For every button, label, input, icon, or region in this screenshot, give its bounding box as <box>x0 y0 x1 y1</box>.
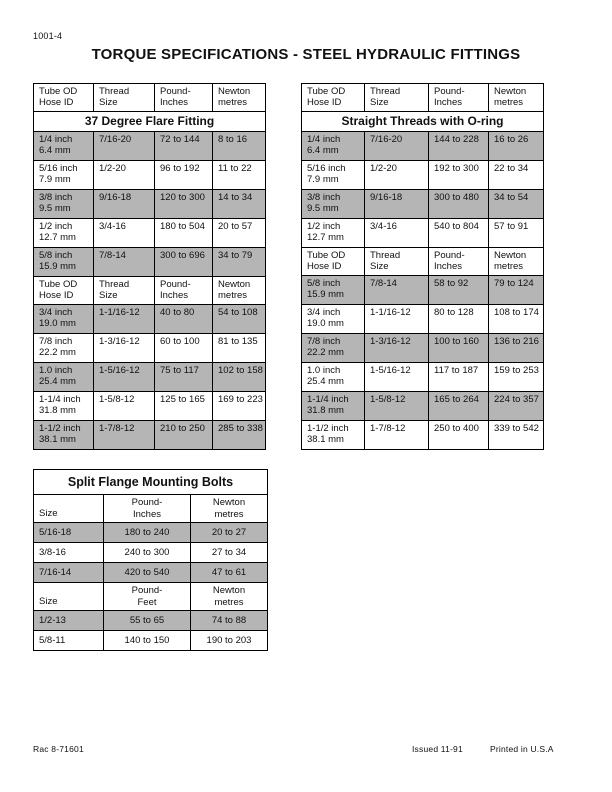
column-header: Newton metres <box>489 248 544 276</box>
table-cell: 120 to 300 <box>155 190 213 219</box>
table-cell: 7/8-14 <box>365 276 429 305</box>
table-cell: 5/16 inch 7.9 mm <box>302 161 365 190</box>
table-cell: 72 to 144 <box>155 132 213 161</box>
column-header: Newton metres <box>213 84 266 112</box>
column-header: Tube OD Hose ID <box>302 84 365 112</box>
table-cell: 1-5/8-12 <box>365 392 429 421</box>
table-cell: 1/2 inch 12.7 mm <box>34 219 94 248</box>
table-cell: 1.0 inch 25.4 mm <box>302 363 365 392</box>
table-cell: 180 to 240 <box>104 523 191 543</box>
table-row <box>302 392 544 421</box>
table-cell: 22 to 34 <box>489 161 544 190</box>
table-cell: 250 to 400 <box>429 421 489 450</box>
table-cell: 102 to 158 <box>213 363 266 392</box>
table-cell: 5/16 inch 7.9 mm <box>34 161 94 190</box>
column-header: Pound- Feet <box>104 583 191 611</box>
table-cell: 16 to 26 <box>489 132 544 161</box>
table-row <box>302 219 544 248</box>
footer-document-code: Rac 8-71601 <box>33 744 84 754</box>
table-cell: 40 to 80 <box>155 305 213 334</box>
table-row <box>302 161 544 190</box>
table-cell: 81 to 135 <box>213 334 266 363</box>
table-cell: 339 to 542 <box>489 421 544 450</box>
table-cell: 420 to 540 <box>104 563 191 583</box>
table-row <box>34 421 266 450</box>
table-cell: 1/4 inch 6.4 mm <box>302 132 365 161</box>
table-row <box>34 392 266 421</box>
table-cell: 108 to 174 <box>489 305 544 334</box>
column-header: Newton metres <box>213 277 266 305</box>
table-cell: 3/4-16 <box>365 219 429 248</box>
table-cell: 1-7/8-12 <box>94 421 155 450</box>
table-cell: 540 to 804 <box>429 219 489 248</box>
table-cell: 20 to 27 <box>191 523 268 543</box>
table-cell: 7/8-14 <box>94 248 155 277</box>
table-cell: 60 to 100 <box>155 334 213 363</box>
table-cell: 1-5/16-12 <box>94 363 155 392</box>
page-title: TORQUE SPECIFICATIONS - STEEL HYDRAULIC FITTINGS <box>91 46 521 63</box>
table-row <box>302 190 544 219</box>
table-cell: 125 to 165 <box>155 392 213 421</box>
page-number: 1001-4 <box>33 31 63 41</box>
table-cell: 20 to 57 <box>213 219 266 248</box>
table-row <box>34 132 266 161</box>
table-cell: 240 to 300 <box>104 543 191 563</box>
table-cell: 1/2-20 <box>94 161 155 190</box>
table-cell: 1-7/8-12 <box>365 421 429 450</box>
table-cell: 1-5/8-12 <box>94 392 155 421</box>
column-header: Pound- Inches <box>104 495 191 523</box>
table-cell: 7/16-20 <box>365 132 429 161</box>
table-cell: 169 to 223 <box>213 392 266 421</box>
table-row <box>34 334 266 363</box>
table-cell: 144 to 228 <box>429 132 489 161</box>
table-cell: 1-1/4 inch 31.8 mm <box>34 392 94 421</box>
column-header-row <box>302 248 544 276</box>
column-header-row <box>34 495 268 523</box>
table-37-degree-flare-fitting <box>33 83 266 450</box>
column-header-row <box>34 277 266 305</box>
table-row <box>34 563 268 583</box>
column-header: Thread Size <box>365 84 429 112</box>
section-title-row <box>34 112 266 132</box>
table-row <box>34 631 268 651</box>
table-row <box>34 543 268 563</box>
table-row <box>34 219 266 248</box>
column-header: Pound- Inches <box>429 84 489 112</box>
table-cell: 300 to 696 <box>155 248 213 277</box>
section-title: Straight Threads with O-ring <box>302 112 544 132</box>
table-cell: 180 to 504 <box>155 219 213 248</box>
column-header-row <box>302 84 544 112</box>
table-cell: 1/2-20 <box>365 161 429 190</box>
table-cell: 9/16-18 <box>94 190 155 219</box>
table-cell: 55 to 65 <box>104 611 191 631</box>
table-cell: 47 to 61 <box>191 563 268 583</box>
table-cell: 192 to 300 <box>429 161 489 190</box>
table-cell: 79 to 124 <box>489 276 544 305</box>
table-cell: 58 to 92 <box>429 276 489 305</box>
column-header: Thread Size <box>365 248 429 276</box>
table-cell: 9/16-18 <box>365 190 429 219</box>
column-header: Size <box>34 583 104 611</box>
table-cell: 3/4-16 <box>94 219 155 248</box>
table-cell: 5/16-18 <box>34 523 104 543</box>
table-row <box>34 523 268 543</box>
table-straight-threads-with-o-ring <box>301 83 544 450</box>
table-cell: 75 to 117 <box>155 363 213 392</box>
table-cell: 3/8 inch 9.5 mm <box>302 190 365 219</box>
table-row <box>34 190 266 219</box>
table-row <box>302 305 544 334</box>
table-cell: 1-3/16-12 <box>365 334 429 363</box>
table-row <box>34 611 268 631</box>
table-cell: 8 to 16 <box>213 132 266 161</box>
column-header-row <box>34 84 266 112</box>
table-cell: 1-1/4 inch 31.8 mm <box>302 392 365 421</box>
section-title: 37 Degree Flare Fitting <box>34 112 266 132</box>
section-title-row <box>302 112 544 132</box>
table-cell: 54 to 108 <box>213 305 266 334</box>
column-header-row <box>34 583 268 611</box>
table-cell: 3/4 inch 19.0 mm <box>34 305 94 334</box>
table-split-flange-mounting-bolts <box>33 469 268 651</box>
table-row <box>34 305 266 334</box>
table-cell: 117 to 187 <box>429 363 489 392</box>
table-cell: 1/4 inch 6.4 mm <box>34 132 94 161</box>
table-cell: 1-1/2 inch 38.1 mm <box>302 421 365 450</box>
table-cell: 74 to 88 <box>191 611 268 631</box>
table-cell: 285 to 338 <box>213 421 266 450</box>
table-row <box>302 421 544 450</box>
table-cell: 1-1/16-12 <box>94 305 155 334</box>
column-header: Pound- Inches <box>155 84 213 112</box>
table-cell: 1-1/2 inch 38.1 mm <box>34 421 94 450</box>
table-row <box>34 161 266 190</box>
table-row <box>34 248 266 277</box>
table-row <box>302 276 544 305</box>
column-header: Thread Size <box>94 84 155 112</box>
table-cell: 11 to 22 <box>213 161 266 190</box>
table-row <box>302 363 544 392</box>
column-header: Newton metres <box>191 495 268 523</box>
table-cell: 5/8 inch 15.9 mm <box>34 248 94 277</box>
table-cell: 190 to 203 <box>191 631 268 651</box>
column-header: Pound- Inches <box>429 248 489 276</box>
table-cell: 96 to 192 <box>155 161 213 190</box>
table-cell: 1/2 inch 12.7 mm <box>302 219 365 248</box>
table-cell: 100 to 160 <box>429 334 489 363</box>
footer-printed-in: Printed in U.S.A <box>490 744 554 754</box>
table-cell: 14 to 34 <box>213 190 266 219</box>
table-cell: 1-3/16-12 <box>94 334 155 363</box>
table-cell: 210 to 250 <box>155 421 213 450</box>
table-cell: 1-5/16-12 <box>365 363 429 392</box>
section-title: Split Flange Mounting Bolts <box>34 470 268 495</box>
footer-issued-date: Issued 11-91 <box>412 744 463 754</box>
table-cell: 165 to 264 <box>429 392 489 421</box>
column-header: Tube OD Hose ID <box>34 84 94 112</box>
table-cell: 3/4 inch 19.0 mm <box>302 305 365 334</box>
table-cell: 7/8 inch 22.2 mm <box>302 334 365 363</box>
table-cell: 7/16-14 <box>34 563 104 583</box>
table-cell: 1.0 inch 25.4 mm <box>34 363 94 392</box>
table-cell: 80 to 128 <box>429 305 489 334</box>
column-header: Tube OD Hose ID <box>34 277 94 305</box>
table-cell: 1-1/16-12 <box>365 305 429 334</box>
table-cell: 3/8-16 <box>34 543 104 563</box>
table-cell: 7/16-20 <box>94 132 155 161</box>
column-header: Newton metres <box>489 84 544 112</box>
table-cell: 34 to 79 <box>213 248 266 277</box>
table-cell: 34 to 54 <box>489 190 544 219</box>
column-header: Tube OD Hose ID <box>302 248 365 276</box>
table-row <box>34 363 266 392</box>
section-title-row <box>34 470 268 495</box>
table-cell: 300 to 480 <box>429 190 489 219</box>
table-cell: 5/8-11 <box>34 631 104 651</box>
table-cell: 1/2-13 <box>34 611 104 631</box>
column-header: Newton metres <box>191 583 268 611</box>
column-header: Size <box>34 495 104 523</box>
table-cell: 159 to 253 <box>489 363 544 392</box>
table-row <box>302 132 544 161</box>
table-cell: 224 to 357 <box>489 392 544 421</box>
table-cell: 27 to 34 <box>191 543 268 563</box>
table-cell: 57 to 91 <box>489 219 544 248</box>
table-cell: 140 to 150 <box>104 631 191 651</box>
table-cell: 7/8 inch 22.2 mm <box>34 334 94 363</box>
column-header: Pound- Inches <box>155 277 213 305</box>
table-cell: 5/8 inch 15.9 mm <box>302 276 365 305</box>
table-cell: 136 to 216 <box>489 334 544 363</box>
column-header: Thread Size <box>94 277 155 305</box>
table-cell: 3/8 inch 9.5 mm <box>34 190 94 219</box>
table-row <box>302 334 544 363</box>
